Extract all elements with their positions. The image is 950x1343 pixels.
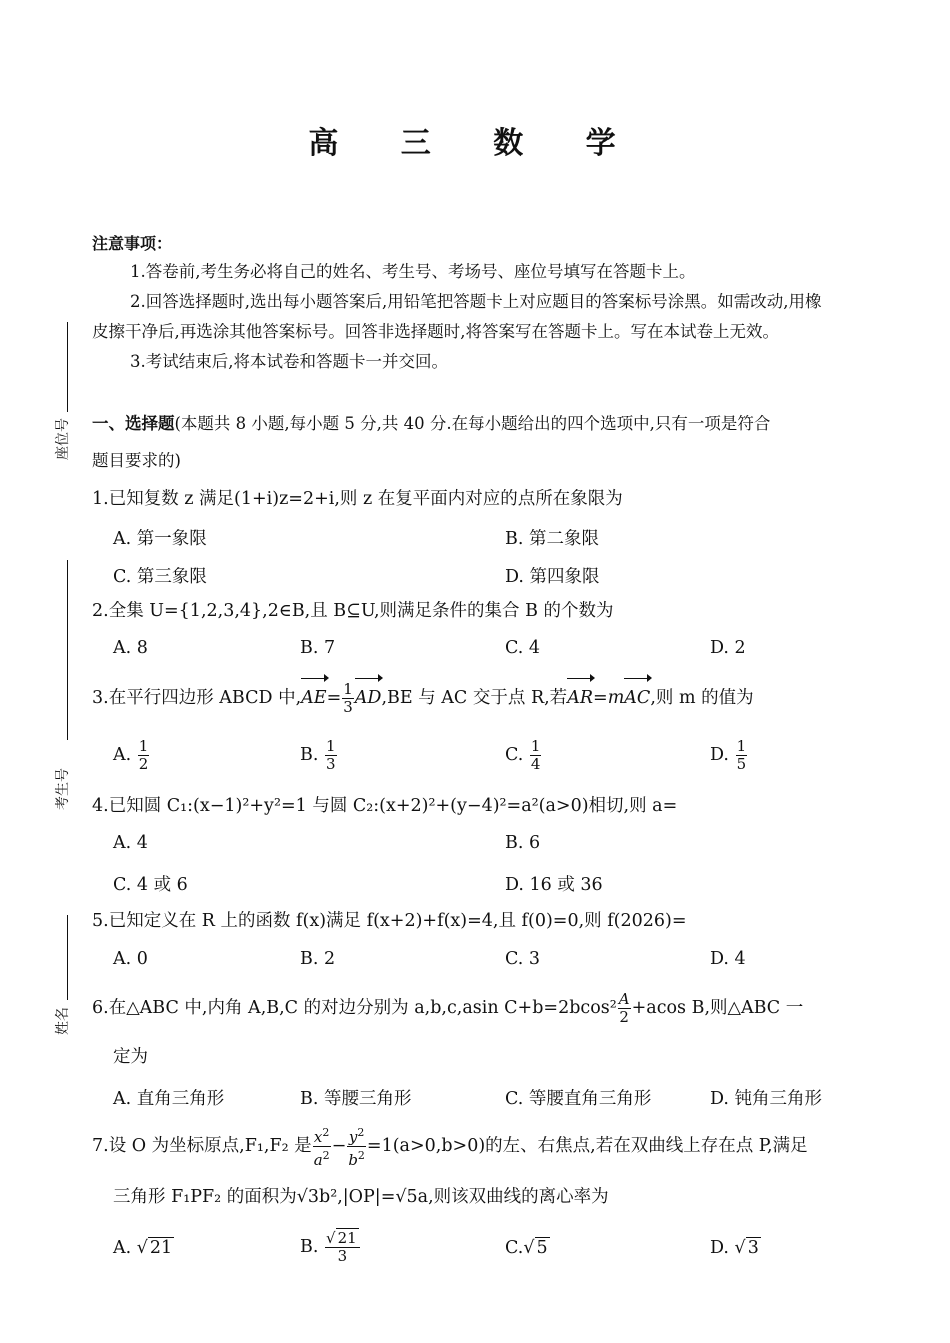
vector-ae: AE: [301, 681, 326, 715]
side-line-examinee: [67, 560, 68, 740]
q3-option-c: C. $\frac{1}{4}$: [505, 737, 541, 773]
q6-option-b: B. 等腰三角形: [300, 1089, 412, 1109]
q7-fraction-y: $\frac{y^2}{b^2}$: [348, 1126, 365, 1169]
q1-option-b: B. 第二象限: [505, 529, 599, 549]
vector-ac: AC: [624, 681, 650, 715]
q5-option-b: B. 2: [300, 949, 336, 969]
q6-option-a: A. 直角三角形: [113, 1089, 225, 1109]
q4-option-b: B. 6: [505, 833, 541, 853]
q7-fraction-x: $\frac{x^2}{a^2}$: [313, 1126, 330, 1169]
q3-stem-part3: ,则 m 的值为: [650, 688, 754, 708]
notice-heading: 注意事项：: [92, 234, 173, 253]
q3-option-d: D. $\frac{1}{5}$: [710, 737, 747, 773]
question-5-stem: 5.已知定义在 R 上的函数 f(x)满足 f(x+2)+f(x)=4,且 f(0)=0,则 f(2026)=: [92, 911, 687, 931]
q5-option-a: A. 0: [113, 949, 148, 969]
q3-stem-part1: 3.在平行四边形 ABCD 中,: [92, 688, 302, 708]
q7-option-b: B. $\frac{√ 21}{3}$: [300, 1230, 361, 1265]
q1-option-c: C. 第三象限: [113, 567, 207, 587]
question-3-stem: 3.在平行四边形 ABCD 中,AE= $\frac{1}{3}$ AD,BE 与 AC 交于点 R,若AR=mAC,则 m 的值为: [92, 680, 754, 716]
question-7-stem-line2: 三角形 F₁PF₂ 的面积为√3b²,|OP|=√5a,则该双曲线的离心率为: [113, 1187, 609, 1207]
q7-option-a: A. √ 21: [113, 1238, 173, 1258]
q7-stem-part2: =1(a>0,b>0)的左、右焦点,若在双曲线上存在点 P,满足: [366, 1136, 808, 1156]
notice-item: 1.答卷前,考生务必将自己的姓名、考生号、考场号、座位号填写在答题卡上。: [130, 262, 696, 281]
question-1-stem: 1.已知复数 z 满足(1+i)z=2+i,则 z 在复平面内对应的点所在象限为: [92, 489, 623, 509]
side-label-examinee: 考生号: [55, 768, 71, 810]
notice-item: 2.回答选择题时,选出每小题答案后,用铅笔把答题卡上对应题目的答案标号涂黑。如需改动,用橡: [130, 292, 822, 311]
q6-stem-part1: 6.在△ABC 中,内角 A,B,C 的对边分别为 a,b,c,asin C+b=2bcos²: [92, 998, 617, 1018]
side-label-seat: 座位号: [55, 418, 71, 460]
page-title: 高 三 数 学: [308, 126, 642, 161]
vector-ad: AD: [355, 681, 382, 715]
q6-option-d: D. 钝角三角形: [710, 1089, 823, 1109]
section-heading-text: (本题共 8 小题,每小题 5 分,共 40 分.在每小题给出的四个选项中,只有一项是符合: [174, 414, 771, 433]
q4-option-a: A. 4: [113, 833, 148, 853]
q5-option-d: D. 4: [710, 949, 746, 969]
section-heading: [92, 413, 770, 435]
question-7-stem: 7.设 O 为坐标原点,F₁,F₂ 是 $\frac{x^2}{a^2}$ − $\frac{y^2}{b^2}$ =1(a>0,b>0)的左、右焦点,若在双曲线上存在点 P,满足: [92, 1126, 808, 1169]
section-heading-line2: 题目要求的): [92, 451, 181, 470]
vector-ar: AR: [567, 681, 593, 715]
q3-stem-part2: BE 与 AC 交于点 R,若: [387, 688, 568, 708]
q2-option-d: D. 2: [710, 638, 746, 658]
question-6-stem: [92, 990, 803, 1026]
side-label-name: 姓名: [55, 1007, 71, 1035]
q3-fraction: $\frac{1}{3}$: [343, 680, 353, 716]
q2-option-b: B. 7: [300, 638, 336, 658]
question-4-stem: 4.已知圆 C₁:(x−1)²+y²=1 与圆 C₂:(x+2)²+(y−4)²=a²(a>0)相切,则 a=: [92, 796, 678, 816]
q6-option-c: C. 等腰直角三角形: [505, 1089, 652, 1109]
q7-option-c: C.√ 5: [505, 1238, 548, 1258]
q6-fraction: $\frac{A}{2}$: [618, 990, 630, 1026]
q6-stem-part2: +acos B,则△ABC 一: [631, 998, 804, 1018]
notice-item: 3.考试结束后,将本试卷和答题卡一并交回。: [130, 352, 448, 371]
q4-option-d: D. 16 或 36: [505, 875, 603, 895]
side-line-seat: [67, 322, 68, 412]
q3-option-b: B. $\frac{1}{3}$: [300, 737, 336, 773]
side-line-name: [67, 915, 68, 1000]
notice-item: 皮擦干净后,再选涂其他答案标号。回答非选择题时,将答案写在答题卡上。写在本试卷上无效。: [92, 322, 779, 341]
q4-option-c: C. 4 或 6: [113, 875, 188, 895]
question-6-stem-line2: 定为: [113, 1047, 148, 1067]
q7-option-d: D. √ 3: [710, 1238, 759, 1258]
q1-option-d: D. 第四象限: [505, 567, 600, 587]
q2-option-a: A. 8: [113, 638, 148, 658]
section-heading-bold: 一、选择题: [92, 414, 175, 433]
q3-option-a: A. $\frac{1}{2}$: [113, 737, 149, 773]
q1-option-a: A. 第一象限: [113, 529, 207, 549]
q5-option-c: C. 3: [505, 949, 541, 969]
question-2-stem: 2.全集 U={1,2,3,4},2∈B,且 B⊆U,则满足条件的集合 B 的个数为: [92, 601, 614, 621]
q7-stem-part1: 7.设 O 为坐标原点,F₁,F₂ 是: [92, 1136, 312, 1156]
q2-option-c: C. 4: [505, 638, 541, 658]
